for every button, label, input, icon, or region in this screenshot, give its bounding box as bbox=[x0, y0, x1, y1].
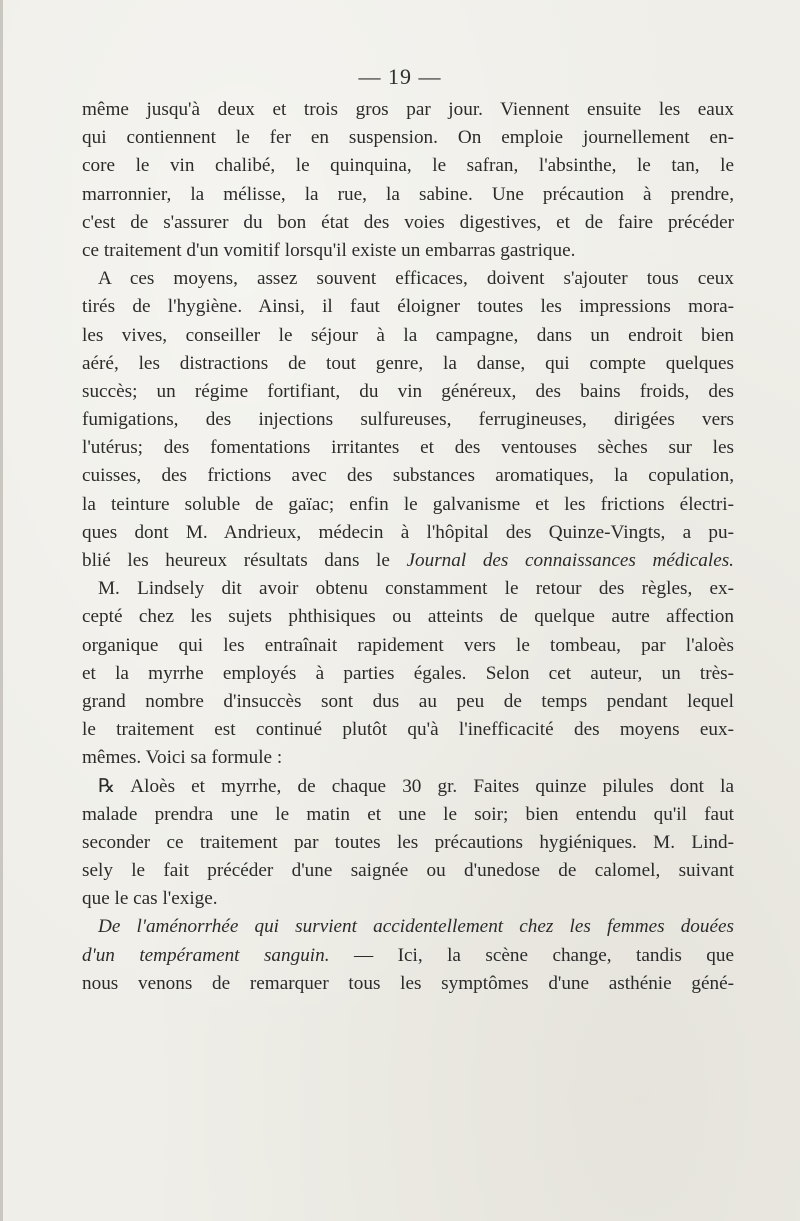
text-line: core le vin chalibé, le quinquina, le safran, l'absinthe, le tan, le bbox=[82, 155, 734, 177]
text-line: même jusqu'à deux et trois gros par jour. Viennent ensuite les eaux bbox=[82, 99, 734, 120]
text-line: fumigations, des injections sulfureuses, ferrugineuses, dirigées vers bbox=[82, 409, 734, 431]
text-line: d'un tempérament sanguin. — Ici, la scène change, tandis que bbox=[82, 944, 734, 966]
text-line: mêmes. Voici sa formule : bbox=[82, 747, 283, 769]
text-line: que le cas l'exige. bbox=[82, 888, 218, 910]
text-line: le traitement est continué plutôt qu'à l'inefficacité des moyens eux- bbox=[82, 719, 734, 741]
section-heading: d'un tempérament sanguin. bbox=[82, 944, 330, 966]
section-heading-line bbox=[82, 913, 734, 941]
page-edge-shadow bbox=[0, 0, 3, 1221]
text-line: malade prendra une le matin et une le soir; bien entendu qu'il faut bbox=[82, 803, 734, 825]
text-line: cepté chez les sujets phthisiques ou atteints de quelque autre affection bbox=[82, 606, 734, 628]
journal-title: Journal des connaissances médicales. bbox=[406, 550, 734, 571]
formula-line: ℞ Aloès et myrrhe, de chaque 30 gr. Faites quinze pilules dont la bbox=[98, 775, 734, 797]
text-line: qui contiennent le fer en suspension. On emploie journellement en- bbox=[82, 127, 734, 149]
text-line: M. Lindsely dit avoir obtenu constamment le retour des règles, ex- bbox=[98, 578, 734, 600]
text-line: seconder ce traitement par toutes les précautions hygiéniques. M. Lind- bbox=[82, 831, 734, 853]
text-line: organique qui les entraînait rapidement vers le tombeau, par l'aloès bbox=[82, 634, 734, 656]
text-line: et la myrrhe employés à parties égales. Selon cet auteur, un très- bbox=[82, 662, 734, 684]
text-line: l'utérus; des fomentations irritantes et des ventouses sèches sur les bbox=[82, 437, 734, 459]
text-line: nous venons de remarquer tous les symptômes d'une asthénie géné- bbox=[82, 972, 734, 994]
text-line: succès; un régime fortifiant, du vin généreux, des bains froids, des bbox=[82, 380, 734, 402]
text-line: ques dont M. Andrieux, médecin à l'hôpital des Quinze-Vingts, a pu- bbox=[82, 521, 734, 543]
text-line: aéré, les distractions de tout genre, la danse, qui compte quelques bbox=[82, 352, 734, 374]
section-heading: De l'aménorrhée qui survient accidentellement chez les femmes douées bbox=[98, 916, 734, 938]
text-line: blié les heureux résultats dans le Journal des connaissances médicales. bbox=[82, 550, 734, 571]
text-line: la teinture soluble de gaïac; enfin le galvanisme et les frictions électri- bbox=[82, 493, 734, 515]
body-text bbox=[82, 96, 734, 998]
text-line: tirés de l'hygiène. Ainsi, il faut éloigner toutes les impressions mora- bbox=[82, 296, 734, 318]
text-line: les vives, conseiller le séjour à la campagne, dans un endroit bien bbox=[82, 324, 734, 346]
text-line: ce traitement d'un vomitif lorsqu'il existe un embarras gastrique. bbox=[82, 239, 576, 261]
text-line: cuisses, des frictions avec des substances aromatiques, la copulation, bbox=[82, 465, 734, 487]
text-line: c'est de s'assurer du bon état des voies digestives, et de faire précéder bbox=[82, 211, 734, 233]
text-line: sely le fait précéder d'une saignée ou d'unedose de calomel, suivant bbox=[82, 860, 734, 882]
text-line: grand nombre d'insuccès sont dus au peu de temps pendant lequel bbox=[82, 690, 734, 712]
text-line: marronnier, la mélisse, la rue, la sabine. Une précaution à prendre, bbox=[82, 183, 734, 205]
text-line: A ces moyens, assez souvent efficaces, doivent s'ajouter tous ceux bbox=[98, 268, 734, 290]
page-number: — 19 — bbox=[358, 64, 442, 89]
